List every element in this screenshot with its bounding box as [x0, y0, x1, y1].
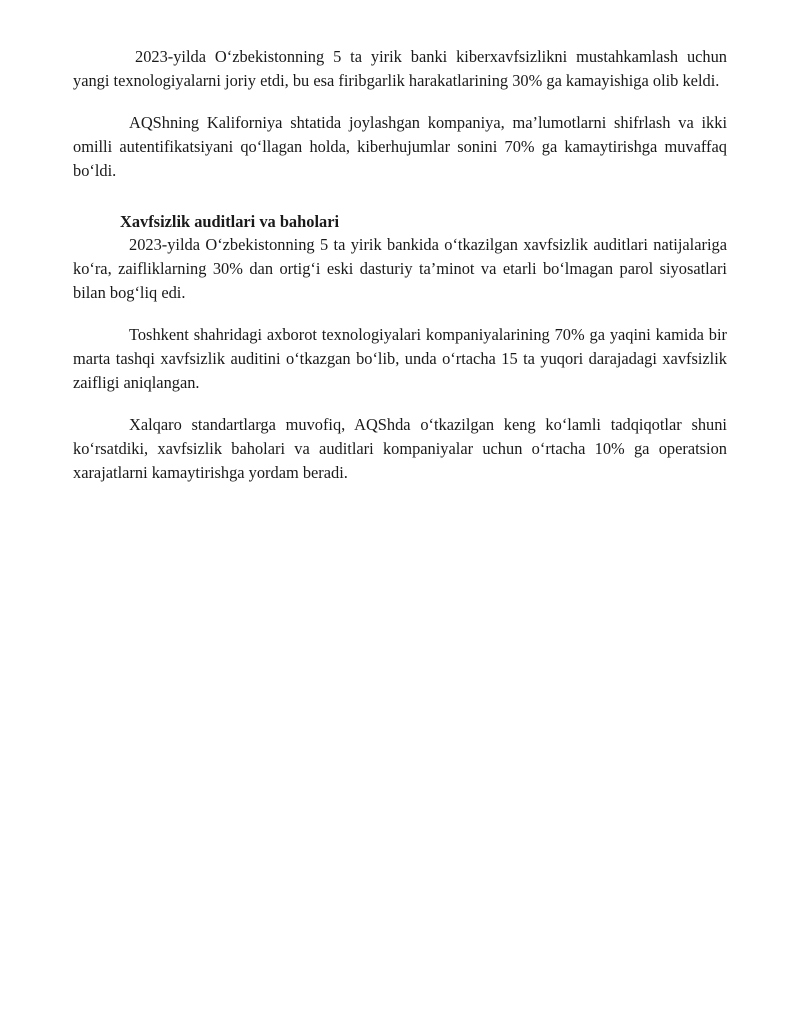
paragraph-california-company: AQShning Kaliforniya shtatida joylashgan kompaniya, ma’lumotlarni shifrlash va ikki omilli autentifikatsiyani qo‘llagan holda, kiberhujumlar sonini 70% ga kamaytirishga muvaffaq bo‘ldi.	[73, 113, 727, 180]
paragraph-banks-2023: 2023-yilda O‘zbekistonning 5 ta yirik banki kiberxavfsizlikni mustahkamlash uchun yangi texnologiyalarni joriy etdi, bu esa firibgarlik harakatlarining 30% ga kamayishiga olib keldi.	[73, 47, 727, 90]
section-heading-security-audits: Xavfsizlik auditlari va baholari	[120, 212, 340, 231]
paragraph-tashkent-it: Toshkent shahridagi axborot texnologiyalari kompaniyalarining 70% ga yaqini kamida bir marta tashqi xavfsizlik auditini o‘tkazgan bo‘lib, unda o‘rtacha 15 ta yuqori darajadagi xavfsizlik zaifligi aniqlangan.	[73, 325, 727, 392]
document-page	[73, 45, 727, 485]
paragraph-audit-results: 2023-yilda O‘zbekistonning 5 ta yirik bankida o‘tkazilgan xavfsizlik auditlari natijalariga ko‘ra, zaifliklarning 30% dan ortig‘i eski dasturiy ta’minot va etarli bo‘lmagan parol siyosatlari bilan bog‘liq edi.	[73, 235, 727, 302]
paragraph-international-standards: Xalqaro standartlarga muvofiq, AQShda o‘tkazilgan keng ko‘lamli tadqiqotlar shuni ko‘rsatdiki, xavfsizlik baholari va auditlari kompaniyalar uchun o‘rtacha 10% ga operatsion xarajatlarni kamaytirishga yordam beradi.	[73, 415, 727, 482]
